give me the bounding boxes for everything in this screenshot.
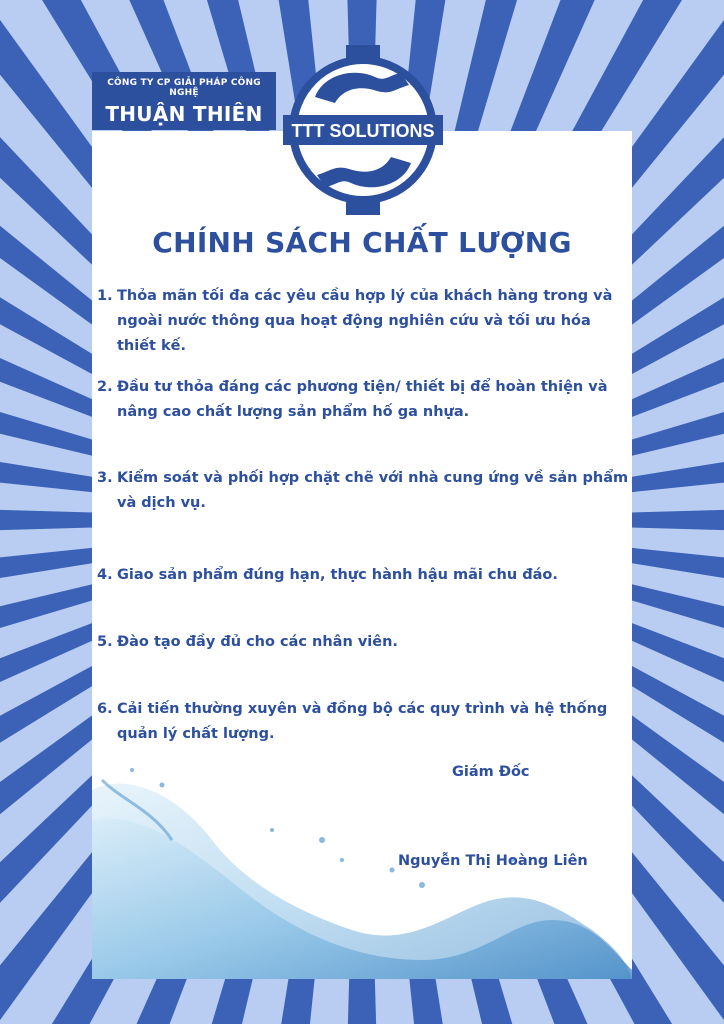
logo-text: TTT SOLUTIONS bbox=[291, 121, 435, 141]
policy-number: 2. bbox=[97, 379, 113, 395]
signature-name: Nguyễn Thị Hoàng Liên bbox=[398, 853, 588, 869]
company-name-box bbox=[92, 72, 276, 130]
policy-number: 1. bbox=[97, 288, 113, 304]
policy-number: 4. bbox=[97, 567, 113, 583]
policy-item bbox=[97, 697, 629, 747]
water-splash-decoration bbox=[92, 760, 632, 979]
company-name-line2: THUẬN THIÊN bbox=[105, 102, 263, 126]
page-title: CHÍNH SÁCH CHẤT LƯỢNG bbox=[152, 226, 572, 259]
policy-text: Giao sản phẩm đúng hạn, thực hành hậu mãi chu đáo. bbox=[117, 567, 558, 583]
policy-number: 5. bbox=[97, 634, 113, 650]
policy-text: Đầu tư thỏa đáng các phương tiện/ thiết bị để hoàn thiện và nâng cao chất lượng sản phẩm hố ga nhựa. bbox=[117, 379, 608, 420]
company-name-line1: CÔNG TY CP GIẢI PHÁP CÔNG NGHỆ bbox=[107, 78, 261, 98]
policy-item bbox=[97, 563, 629, 588]
policy-number: 3. bbox=[97, 470, 113, 486]
policy-text: Cải tiến thường xuyên và đồng bộ các quy trình và hệ thống quản lý chất lượng. bbox=[117, 701, 608, 742]
ttt-solutions-logo bbox=[283, 45, 443, 215]
policy-text: Đào tạo đầy đủ cho các nhân viên. bbox=[117, 634, 398, 650]
policy-text: Thỏa mãn tối đa các yêu cầu hợp lý của khách hàng trong và ngoài nước thông qua hoạt động nghiên cứu và tối ưu hóa thiết kế. bbox=[117, 288, 613, 354]
policy-item bbox=[97, 284, 629, 359]
policy-item bbox=[97, 466, 629, 516]
signature-title: Giám Đốc bbox=[452, 764, 530, 780]
policy-item bbox=[97, 630, 629, 655]
policy-text: Kiểm soát và phối hợp chặt chẽ với nhà cung ứng về sản phẩm và dịch vụ. bbox=[117, 470, 629, 511]
policy-item bbox=[97, 375, 629, 425]
policy-number: 6. bbox=[97, 701, 113, 717]
